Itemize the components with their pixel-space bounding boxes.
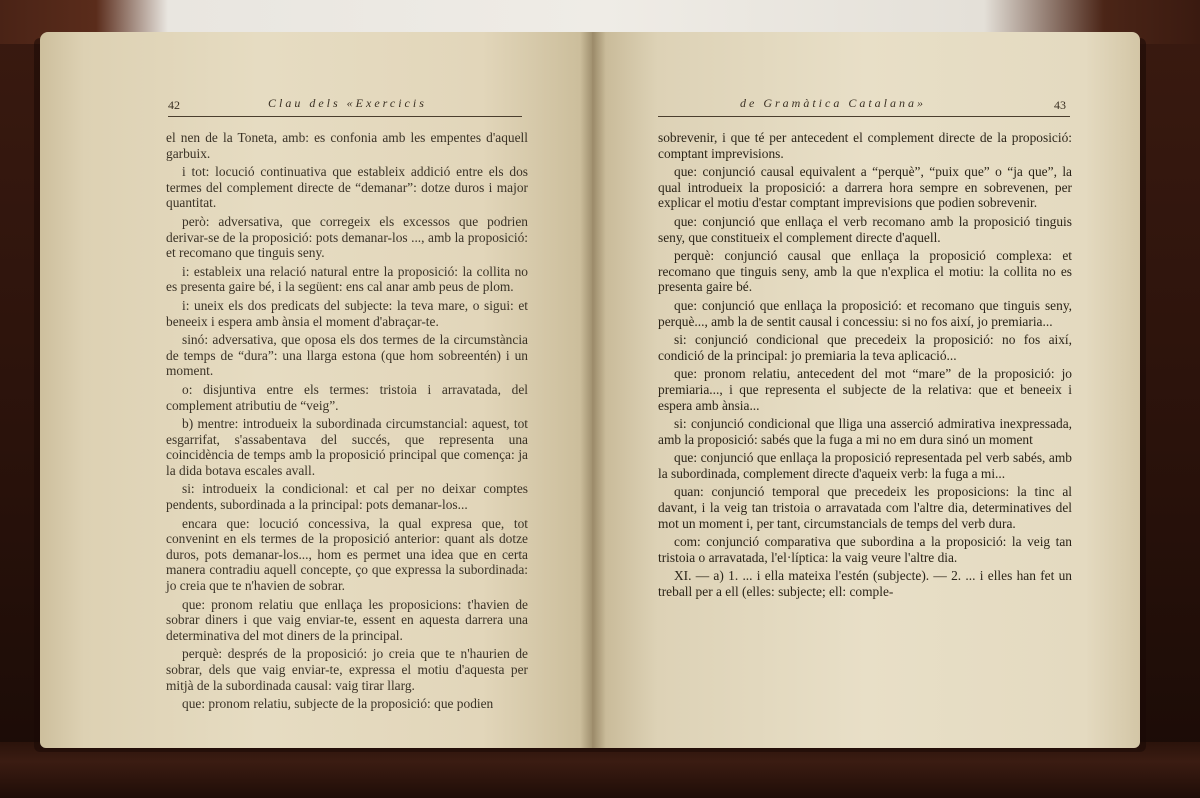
paragraph: XI. — a) 1. ... i ella mateixa l'estén (subjecte). — 2. ... i elles han fet un treball per a ell (elles: subjecte; ell: comple- [658, 568, 1072, 600]
open-book [40, 32, 1140, 748]
paragraph: sobrevenir, i que té per antecedent el complement directe de la proposició: comptant imprevisions. [658, 130, 1072, 161]
paragraph: i tot: locució continuativa que estableix addició entre els dos termes del complement directe de “demanar”: dotze duros i major quantitat. [166, 164, 528, 211]
left-page-number: 42 [168, 98, 180, 112]
paragraph: perquè: conjunció causal que enllaça la proposició complexa: et recomano que tinguis seny, amb la que n'explica el motiu: la collita no es presenta gaire bé. [658, 248, 1072, 295]
paragraph: i: estableix una relació natural entre la proposició: la collita no es presenta gaire bé, i la següent: ens cal anar amb peus de plom. [166, 263, 528, 295]
right-page [592, 32, 1140, 748]
paragraph: que: conjunció que enllaça la proposició representada pel verb sabés, amb la subordinada, complement directe d'aqueix verb: la fuga a mi... [658, 450, 1072, 481]
paragraph: si: introdueix la condicional: et cal per no deixar comptes pendents, subordinada a la principal: pots demanar-los... [166, 481, 528, 513]
right-header-rule [658, 116, 1070, 117]
paragraph: que: conjunció que enllaça la proposició: et recomano que tinguis seny, perquè..., amb la de sentit causal i concessiu: si no fos així, jo premiaria... [658, 297, 1072, 329]
right-page-number: 43 [1054, 98, 1066, 112]
paragraph: i: uneix els dos predicats del subjecte: la teva mare, o sigui: et beneeix i espera amb ànsia el moment d'abraçar-te. [166, 297, 528, 329]
paragraph: que: conjunció que enllaça el verb recomano amb la proposició tinguis seny, que constitueix el complement directe d'aquell. [658, 213, 1072, 245]
left-page [40, 32, 592, 748]
paragraph: que: pronom relatiu, antecedent del mot “mare” de la proposició: jo premiaria..., i que representa el subjecte de la relativa: que et beneeix i espera amb ànsia... [658, 366, 1072, 413]
paragraph: sinó: adversativa, que oposa els dos termes de la circumstància de temps de “dura”: una llarga estona (que hom sobreentén) i un moment. [166, 332, 528, 379]
paragraph: quan: conjunció temporal que precedeix les proposicions: la tinc al davant, i la veig tan tristoia o arravatada com l'altre dia, determinatives del mot un moment i, per tant, circumstancials de temps del verb dura. [658, 484, 1072, 531]
right-page-text [658, 130, 1072, 603]
paragraph: encara que: locució concessiva, la qual expresa que, tot convenint en els termes de la proposició anterior: quant als dotze duros, pots demanar-los..., hom es permet una idea que en certa manera contradiu aquell concepte, ço que expressa la subordinada: jo creia que te n'havien de sobrar. [166, 515, 528, 594]
paragraph: si: conjunció condicional que lliga una asserció admirativa inexpressada, amb la proposició: sabés que la fuga a mi no em dura sinó un moment [658, 416, 1072, 447]
right-running-head: de Gramàtica Catalana» [740, 96, 926, 110]
paragraph: que: pronom relatiu que enllaça les proposicions: t'havien de sobrar diners i que vaig enviar-te, essent en aquesta darrera una determinativa del mot diners de la principal. [166, 596, 528, 643]
left-header-rule [168, 116, 522, 117]
left-page-text [166, 130, 528, 715]
paragraph: si: conjunció condicional que precedeix la proposició: no fos així, condició de la principal: jo premiaria la teva aplicació... [658, 332, 1072, 363]
paragraph: que: conjunció causal equivalent a “perquè”, “puix que” o “ja que”, la qual introdueix la proposició: a darrera hora sempre en sobrevenen, per explicar el motiu d'estar comptant imprevisions que podien sobrevenir. [658, 164, 1072, 211]
paragraph: b) mentre: introdueix la subordinada circumstancial: aquest, tot esgarrifat, s'assabentava del succés, que representa una coincidència de temps amb la proposició principal que comença: ja la dida botava escales avall. [166, 416, 528, 478]
book-gutter [580, 32, 606, 748]
paragraph: perquè: després de la proposició: jo creia que te n'haurien de sobrar, dels que vaig enviar-te, expressa el motiu d'aquesta per mitjà de la subordinada causal: vaig tirar llarg. [166, 646, 528, 693]
paragraph: o: disjuntiva entre els termes: tristoia i arravatada, del complement atributiu de “veig”. [166, 381, 528, 413]
paragraph: però: adversativa, que corregeix els excessos que podrien derivar-se de la proposició: pots demanar-los ..., amb la proposició: et recomano que tinguis seny. [166, 213, 528, 261]
paragraph: el nen de la Toneta, amb: es confonia amb les empentes d'aquell garbuix. [166, 130, 528, 161]
paragraph: que: pronom relatiu, subjecte de la proposició: que podien [182, 696, 494, 712]
left-running-head: Clau dels «Exercicis [268, 96, 427, 110]
paragraph: com: conjunció comparativa que subordina a la proposició: la veig tan tristoia o arravatada, l'el·líptica: la vaig veure l'altre dia. [658, 534, 1072, 565]
